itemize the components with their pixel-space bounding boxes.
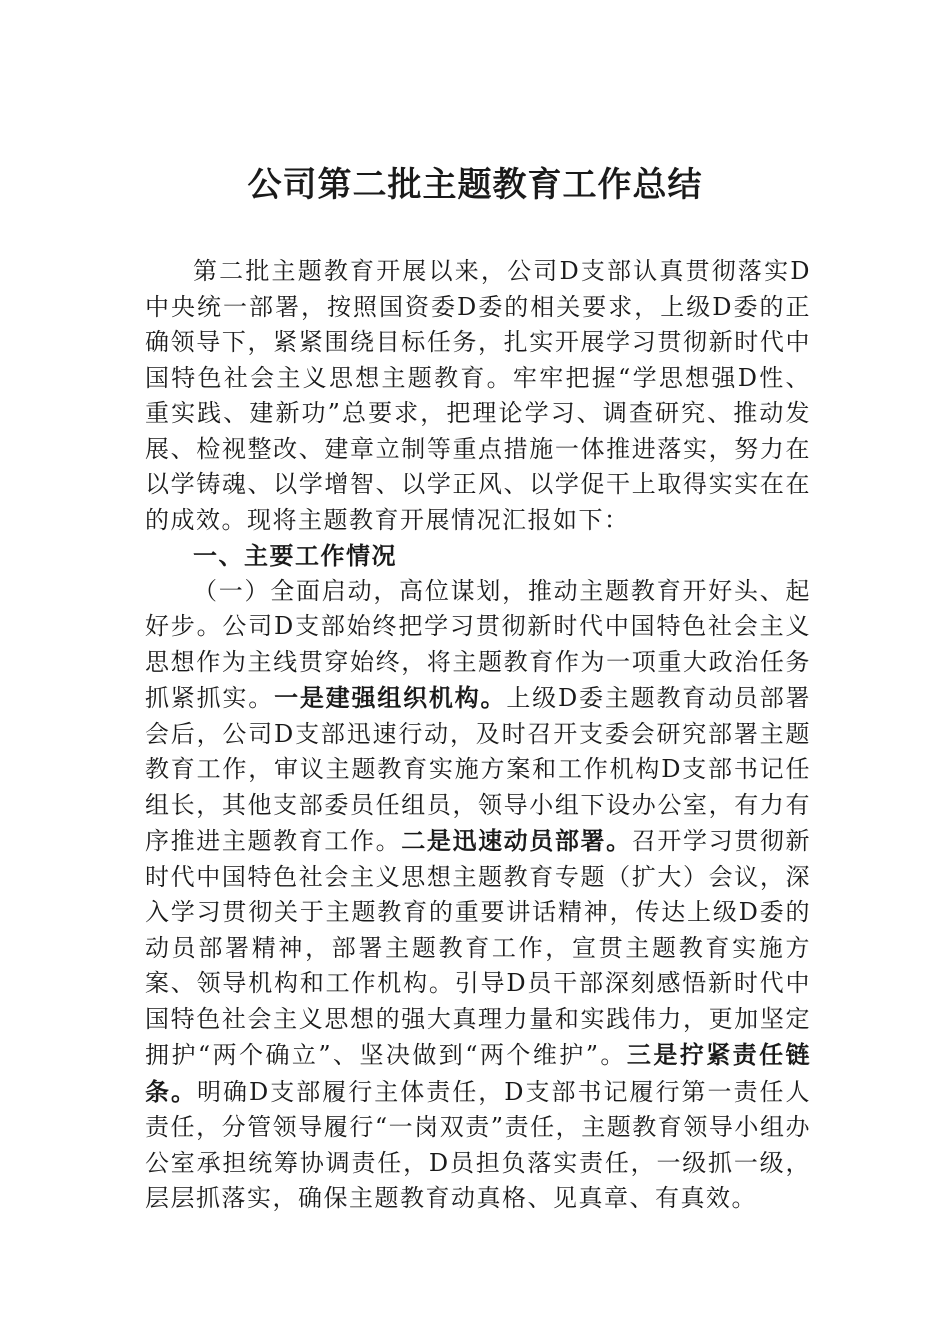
point-2-label: 二是迅速动员部署。	[401, 826, 632, 855]
point-3-label: 三是拧紧责任链条。	[145, 1040, 812, 1106]
document-body	[145, 254, 811, 1217]
intro-paragraph: 第二批主题教育开展以来，公司D支部认真贯彻落实D中央统一部署，按照国资委D委的相关要求，上级D委的正确领导下，紧紧围绕目标任务，扎实开展学习贯彻新时代中国特色社会主义思想主题教育。牢牢把握“学思想强D性、重实践、建新功”总要求，把理论学习、调查研究、推动发展、检视整改、建章立制等重点措施一体推进落实，努力在以学铸魂、以学增智、以学正风、以学促干上取得实实在在的成效。现将主题教育开展情况汇报如下：	[145, 257, 811, 534]
section-heading: 一、主要工作情况	[193, 541, 397, 570]
document-title: 公司第二批主题教育工作总结	[247, 165, 703, 205]
point-1-text: 上级D委主题教育动员部署会后，公司D支部迅速行动，及时召开支委会研究部署主题教育工作，审议主题教育实施方案和工作机构D支部书记任组长，其他支部委员任组员，领导小组下设办公室，有力有序推进主题教育工作。	[145, 684, 812, 855]
paragraph-lead: （一）全面启动，高位谋划，推动主题教育开好头、起好步。公司D支部始终把学习贯彻新时代中国特色社会主义思想作为主线贯穿始终，将主题教育作为一项重大政治任务抓紧抓实。	[145, 576, 811, 712]
point-2-text: 召开学习贯彻新时代中国特色社会主义思想主题教育专题（扩大）会议，深入学习贯彻关于主题教育的重要讲话精神，传达上级D委的动员部署精神，部署主题教育工作，宣贯主题教育实施方案、领导机构和工作机构。引导D员干部深刻感悟新时代中国特色社会主义思想的强大真理力量和实践伟力，更加坚定拥护“两个确立”、坚决做到“两个维护”。	[145, 827, 812, 1069]
point-3-text: 明确D支部履行主体责任，D支部书记履行第一责任人责任，分管领导履行“一岗双责”责任，主题教育领导小组办公室承担统筹协调责任，D员担负落实责任，一级抓一级，层层抓落实，确保主题教育动真格、见真章、有真效。	[145, 1077, 812, 1212]
section-paragraph	[145, 574, 811, 1217]
point-1-label: 一是建强组织机构。	[274, 683, 507, 712]
